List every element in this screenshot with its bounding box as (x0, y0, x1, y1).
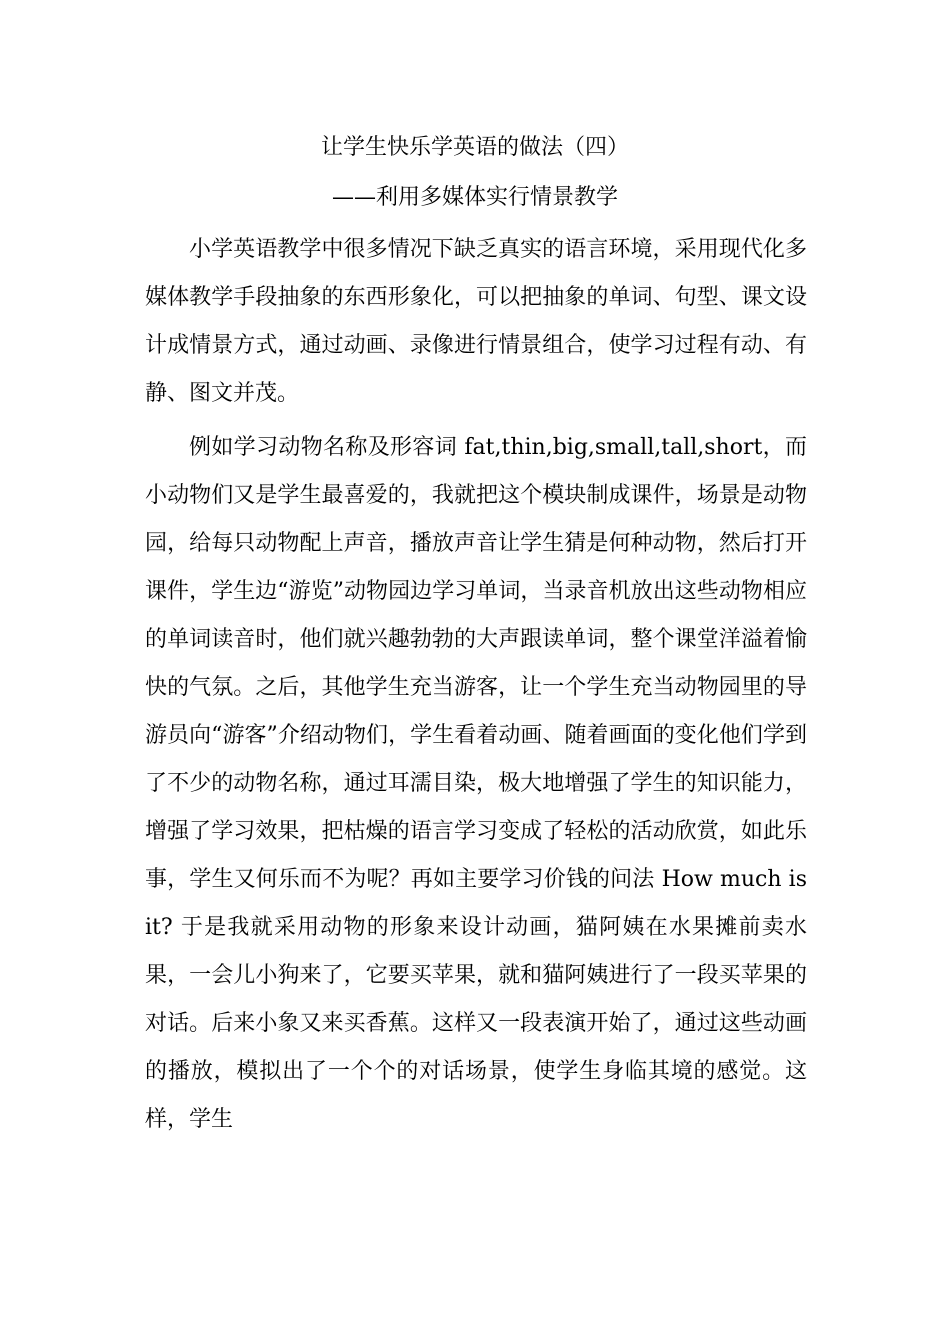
paragraph-intro: 小学英语教学中很多情况下缺乏真实的语言环境，采用现代化多媒体教学手段抽象的东西形象化，可以把抽象的单词、句型、课文设计成情景方式，通过动画、录像进行情景组合，使学习过程有动、有静、图文并茂。 (145, 237, 807, 406)
document-title: 让学生快乐学英语的做法（四） (320, 135, 629, 160)
paragraph-example: 例如学习动物名称及形容词 fat,thin,big,small,tall,short，而小动物们又是学生最喜爱的，我就把这个模块制成课件，场景是动物园，给每只动物配上声音，播放声音让学生猜是何种动物，然后打开课件，学生边“游览”动物园边学习单词，当录音机放出这些动物相应的单词读音时，他们就兴趣勃勃的大声跟读单词，整个课堂洋溢着愉快的气氛。之后，其他学生充当游客，让一个学生充当动物园里的导游员向“游客”介绍动物们，学生看着动画、随着画面的变化他们学到了不少的动物名称，通过耳濡目染，极大地增强了学生的知识能力，增强了学习效果，把枯燥的语言学习变成了轻松的活动欣赏，如此乐事，学生又何乐而不为呢？再如主要学习价钱的问法 How much is it? 于是我就采用动物的形象来设计动画，猫阿姨在水果摊前卖水果，一会儿小狗来了，它要买苹果，就和猫阿姨进行了一段买苹果的对话。后来小象又来买香蕉。这样又一段表演开始了，通过这些动画的播放，模拟出了一个个的对话场景，使学生身临其境的感觉。这样，学生 (145, 435, 807, 1132)
document-subtitle: ——利用多媒体实行情景教学 (331, 185, 618, 210)
